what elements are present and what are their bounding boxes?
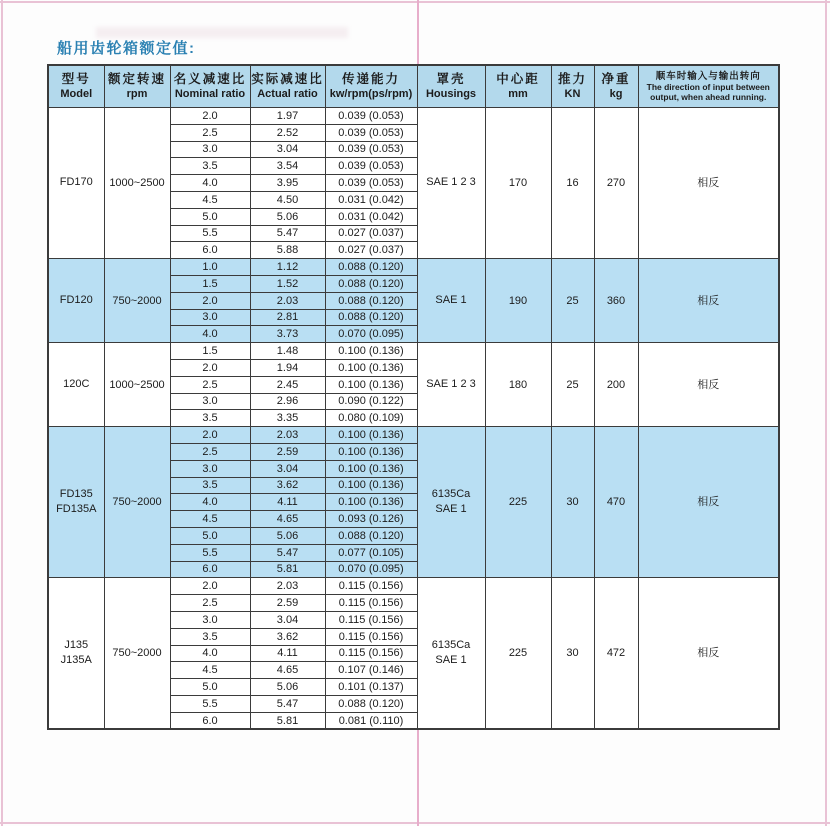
actual-ratio-cell: 3.04 bbox=[250, 460, 325, 477]
housings-cell: 6135Ca SAE 1 bbox=[417, 427, 485, 578]
nominal-ratio-cell: 2.0 bbox=[170, 427, 250, 444]
col-header-model bbox=[48, 65, 104, 108]
actual-ratio-cell: 2.03 bbox=[250, 292, 325, 309]
spec-table-body bbox=[48, 108, 779, 730]
actual-ratio-cell: 5.88 bbox=[250, 242, 325, 259]
actual-ratio-cell: 1.94 bbox=[250, 359, 325, 376]
actual-ratio-cell: 2.03 bbox=[250, 578, 325, 595]
nominal-ratio-cell: 2.0 bbox=[170, 578, 250, 595]
actual-ratio-cell: 4.11 bbox=[250, 494, 325, 511]
col-header-center-zh: 中心距 bbox=[496, 72, 540, 87]
actual-ratio-cell: 3.35 bbox=[250, 410, 325, 427]
weight-cell: 200 bbox=[594, 343, 638, 427]
nominal-ratio-cell: 2.5 bbox=[170, 376, 250, 393]
capacity-cell: 0.090 (0.122) bbox=[325, 393, 417, 410]
nominal-ratio-cell: 2.0 bbox=[170, 108, 250, 125]
table-row bbox=[48, 108, 779, 125]
col-header-direction-en2: output, when ahead running. bbox=[650, 91, 767, 102]
nominal-ratio-cell: 4.0 bbox=[170, 326, 250, 343]
rpm-cell: 1000~2500 bbox=[104, 343, 170, 427]
col-header-housings-en: Housings bbox=[425, 88, 477, 101]
nominal-ratio-cell: 5.0 bbox=[170, 527, 250, 544]
actual-ratio-cell: 4.11 bbox=[250, 645, 325, 662]
table-header bbox=[48, 65, 779, 108]
nominal-ratio-cell: 6.0 bbox=[170, 242, 250, 259]
nominal-ratio-cell: 3.0 bbox=[170, 611, 250, 628]
actual-ratio-cell: 1.48 bbox=[250, 343, 325, 360]
col-header-rpm bbox=[104, 65, 170, 108]
nominal-ratio-cell: 4.5 bbox=[170, 662, 250, 679]
capacity-cell: 0.031 (0.042) bbox=[325, 208, 417, 225]
model-cell: J135 J135A bbox=[48, 578, 104, 730]
capacity-cell: 0.039 (0.053) bbox=[325, 108, 417, 125]
col-header-actual-en: Actual ratio bbox=[257, 88, 318, 101]
nominal-ratio-cell: 3.0 bbox=[170, 141, 250, 158]
center-distance-cell: 180 bbox=[485, 343, 551, 427]
model-cell: FD135 FD135A bbox=[48, 427, 104, 578]
capacity-cell: 0.115 (0.156) bbox=[325, 595, 417, 612]
nominal-ratio-cell: 4.5 bbox=[170, 191, 250, 208]
col-header-center-en: mm bbox=[508, 88, 528, 101]
housings-cell: SAE 1 2 3 bbox=[417, 108, 485, 259]
rpm-cell: 750~2000 bbox=[104, 578, 170, 730]
nominal-ratio-cell: 4.0 bbox=[170, 645, 250, 662]
capacity-cell: 0.070 (0.095) bbox=[325, 326, 417, 343]
col-header-thrust bbox=[551, 65, 594, 108]
actual-ratio-cell: 3.62 bbox=[250, 628, 325, 645]
capacity-cell: 0.093 (0.126) bbox=[325, 511, 417, 528]
nominal-ratio-cell: 3.0 bbox=[170, 460, 250, 477]
housings-cell: SAE 1 2 3 bbox=[417, 343, 485, 427]
page-frame-left bbox=[1, 0, 3, 826]
capacity-cell: 0.100 (0.136) bbox=[325, 460, 417, 477]
nominal-ratio-cell: 2.5 bbox=[170, 124, 250, 141]
center-distance-cell: 170 bbox=[485, 108, 551, 259]
actual-ratio-cell: 3.54 bbox=[250, 158, 325, 175]
capacity-cell: 0.115 (0.156) bbox=[325, 628, 417, 645]
housings-cell: SAE 1 bbox=[417, 259, 485, 343]
capacity-cell: 0.100 (0.136) bbox=[325, 359, 417, 376]
actual-ratio-cell: 5.06 bbox=[250, 679, 325, 696]
page-frame-right bbox=[825, 0, 827, 826]
nominal-ratio-cell: 6.0 bbox=[170, 712, 250, 729]
actual-ratio-cell: 2.03 bbox=[250, 427, 325, 444]
nominal-ratio-cell: 4.0 bbox=[170, 494, 250, 511]
actual-ratio-cell: 1.12 bbox=[250, 259, 325, 276]
actual-ratio-cell: 5.06 bbox=[250, 208, 325, 225]
actual-ratio-cell: 4.65 bbox=[250, 511, 325, 528]
page-frame-bottom bbox=[0, 822, 830, 824]
capacity-cell: 0.088 (0.120) bbox=[325, 695, 417, 712]
housings-cell: 6135Ca SAE 1 bbox=[417, 578, 485, 730]
actual-ratio-cell: 4.65 bbox=[250, 662, 325, 679]
capacity-cell: 0.077 (0.105) bbox=[325, 544, 417, 561]
header-row bbox=[48, 65, 779, 108]
thrust-cell: 16 bbox=[551, 108, 594, 259]
table-row bbox=[48, 259, 779, 276]
capacity-cell: 0.101 (0.137) bbox=[325, 679, 417, 696]
gearbox-spec-table bbox=[47, 64, 780, 730]
nominal-ratio-cell: 5.5 bbox=[170, 544, 250, 561]
nominal-ratio-cell: 3.5 bbox=[170, 410, 250, 427]
center-distance-cell: 190 bbox=[485, 259, 551, 343]
thrust-cell: 30 bbox=[551, 578, 594, 730]
col-header-direction-zh: 顺车时输入与输出转向 bbox=[655, 70, 761, 82]
model-cell: FD170 bbox=[48, 108, 104, 259]
nominal-ratio-cell: 4.0 bbox=[170, 175, 250, 192]
actual-ratio-cell: 5.47 bbox=[250, 695, 325, 712]
capacity-cell: 0.115 (0.156) bbox=[325, 645, 417, 662]
actual-ratio-cell: 2.59 bbox=[250, 443, 325, 460]
col-header-model-en: Model bbox=[60, 88, 93, 101]
col-header-rpm-zh: 额定转速 bbox=[107, 72, 166, 87]
actual-ratio-cell: 2.45 bbox=[250, 376, 325, 393]
capacity-cell: 0.100 (0.136) bbox=[325, 494, 417, 511]
page-frame-top bbox=[0, 1, 830, 3]
col-header-capacity bbox=[325, 65, 417, 108]
capacity-cell: 0.039 (0.053) bbox=[325, 158, 417, 175]
direction-cell: 相反 bbox=[638, 343, 779, 427]
nominal-ratio-cell: 2.0 bbox=[170, 292, 250, 309]
capacity-cell: 0.081 (0.110) bbox=[325, 712, 417, 729]
col-header-nominal-en: Nominal ratio bbox=[174, 88, 246, 101]
capacity-cell: 0.039 (0.053) bbox=[325, 175, 417, 192]
capacity-cell: 0.100 (0.136) bbox=[325, 376, 417, 393]
nominal-ratio-cell: 1.0 bbox=[170, 259, 250, 276]
nominal-ratio-cell: 3.0 bbox=[170, 309, 250, 326]
weight-cell: 270 bbox=[594, 108, 638, 259]
capacity-cell: 0.088 (0.120) bbox=[325, 527, 417, 544]
col-header-model-zh: 型号 bbox=[61, 72, 91, 87]
capacity-cell: 0.080 (0.109) bbox=[325, 410, 417, 427]
nominal-ratio-cell: 2.0 bbox=[170, 359, 250, 376]
actual-ratio-cell: 2.59 bbox=[250, 595, 325, 612]
nominal-ratio-cell: 4.5 bbox=[170, 511, 250, 528]
thrust-cell: 25 bbox=[551, 343, 594, 427]
actual-ratio-cell: 5.81 bbox=[250, 712, 325, 729]
capacity-cell: 0.100 (0.136) bbox=[325, 477, 417, 494]
nominal-ratio-cell: 5.0 bbox=[170, 208, 250, 225]
col-header-thrust-en: KN bbox=[564, 88, 581, 101]
center-distance-cell: 225 bbox=[485, 578, 551, 730]
col-header-capacity-zh: 传递能力 bbox=[341, 72, 400, 87]
actual-ratio-cell: 3.04 bbox=[250, 141, 325, 158]
nominal-ratio-cell: 6.0 bbox=[170, 561, 250, 578]
col-header-housings-zh: 罩壳 bbox=[436, 72, 466, 87]
capacity-cell: 0.031 (0.042) bbox=[325, 191, 417, 208]
nominal-ratio-cell: 1.5 bbox=[170, 343, 250, 360]
capacity-cell: 0.070 (0.095) bbox=[325, 561, 417, 578]
capacity-cell: 0.027 (0.037) bbox=[325, 225, 417, 242]
actual-ratio-cell: 3.04 bbox=[250, 611, 325, 628]
actual-ratio-cell: 5.47 bbox=[250, 544, 325, 561]
col-header-housings bbox=[417, 65, 485, 108]
col-header-thrust-zh: 推力 bbox=[557, 72, 587, 87]
nominal-ratio-cell: 2.5 bbox=[170, 595, 250, 612]
capacity-cell: 0.107 (0.146) bbox=[325, 662, 417, 679]
rpm-cell: 1000~2500 bbox=[104, 108, 170, 259]
col-header-weight-zh: 净重 bbox=[601, 72, 631, 87]
col-header-capacity-en: kw/rpm(ps/rpm) bbox=[329, 88, 413, 101]
page-title: 船用齿轮箱额定值: bbox=[57, 40, 196, 57]
col-header-center-distance bbox=[485, 65, 551, 108]
actual-ratio-cell: 4.50 bbox=[250, 191, 325, 208]
rpm-cell: 750~2000 bbox=[104, 427, 170, 578]
capacity-cell: 0.027 (0.037) bbox=[325, 242, 417, 259]
direction-cell: 相反 bbox=[638, 259, 779, 343]
nominal-ratio-cell: 1.5 bbox=[170, 275, 250, 292]
direction-cell: 相反 bbox=[638, 578, 779, 730]
actual-ratio-cell: 2.52 bbox=[250, 124, 325, 141]
model-cell: FD120 bbox=[48, 259, 104, 343]
actual-ratio-cell: 2.81 bbox=[250, 309, 325, 326]
col-header-weight bbox=[594, 65, 638, 108]
actual-ratio-cell: 3.95 bbox=[250, 175, 325, 192]
capacity-cell: 0.088 (0.120) bbox=[325, 309, 417, 326]
actual-ratio-cell: 2.96 bbox=[250, 393, 325, 410]
weight-cell: 360 bbox=[594, 259, 638, 343]
nominal-ratio-cell: 5.0 bbox=[170, 679, 250, 696]
thrust-cell: 30 bbox=[551, 427, 594, 578]
nominal-ratio-cell: 3.5 bbox=[170, 158, 250, 175]
nominal-ratio-cell: 2.5 bbox=[170, 443, 250, 460]
actual-ratio-cell: 5.06 bbox=[250, 527, 325, 544]
table-row bbox=[48, 427, 779, 444]
actual-ratio-cell: 5.81 bbox=[250, 561, 325, 578]
capacity-cell: 0.088 (0.120) bbox=[325, 259, 417, 276]
spec-table bbox=[47, 64, 780, 730]
actual-ratio-cell: 3.62 bbox=[250, 477, 325, 494]
capacity-cell: 0.100 (0.136) bbox=[325, 343, 417, 360]
col-header-actual-ratio bbox=[250, 65, 325, 108]
capacity-cell: 0.039 (0.053) bbox=[325, 124, 417, 141]
col-header-rpm-en: rpm bbox=[126, 88, 148, 101]
capacity-cell: 0.115 (0.156) bbox=[325, 578, 417, 595]
direction-cell: 相反 bbox=[638, 427, 779, 578]
weight-cell: 470 bbox=[594, 427, 638, 578]
nominal-ratio-cell: 5.5 bbox=[170, 695, 250, 712]
col-header-weight-en: kg bbox=[609, 88, 623, 101]
actual-ratio-cell: 3.73 bbox=[250, 326, 325, 343]
weight-cell: 472 bbox=[594, 578, 638, 730]
col-header-nominal-zh: 名义减速比 bbox=[173, 72, 247, 87]
nominal-ratio-cell: 5.5 bbox=[170, 225, 250, 242]
col-header-actual-zh: 实际减速比 bbox=[251, 72, 324, 87]
capacity-cell: 0.115 (0.156) bbox=[325, 611, 417, 628]
capacity-cell: 0.100 (0.136) bbox=[325, 427, 417, 444]
capacity-cell: 0.039 (0.053) bbox=[325, 141, 417, 158]
capacity-cell: 0.100 (0.136) bbox=[325, 443, 417, 460]
capacity-cell: 0.088 (0.120) bbox=[325, 275, 417, 292]
nominal-ratio-cell: 3.5 bbox=[170, 628, 250, 645]
thrust-cell: 25 bbox=[551, 259, 594, 343]
actual-ratio-cell: 1.52 bbox=[250, 275, 325, 292]
table-row bbox=[48, 578, 779, 595]
col-header-direction-en1: The direction of input between bbox=[646, 81, 770, 92]
actual-ratio-cell: 1.97 bbox=[250, 108, 325, 125]
nominal-ratio-cell: 3.5 bbox=[170, 477, 250, 494]
col-header-direction bbox=[638, 65, 779, 108]
nominal-ratio-cell: 3.0 bbox=[170, 393, 250, 410]
direction-cell: 相反 bbox=[638, 108, 779, 259]
col-header-nominal-ratio bbox=[170, 65, 250, 108]
rpm-cell: 750~2000 bbox=[104, 259, 170, 343]
table-row bbox=[48, 343, 779, 360]
model-cell: 120C bbox=[48, 343, 104, 427]
actual-ratio-cell: 5.47 bbox=[250, 225, 325, 242]
center-distance-cell: 225 bbox=[485, 427, 551, 578]
capacity-cell: 0.088 (0.120) bbox=[325, 292, 417, 309]
